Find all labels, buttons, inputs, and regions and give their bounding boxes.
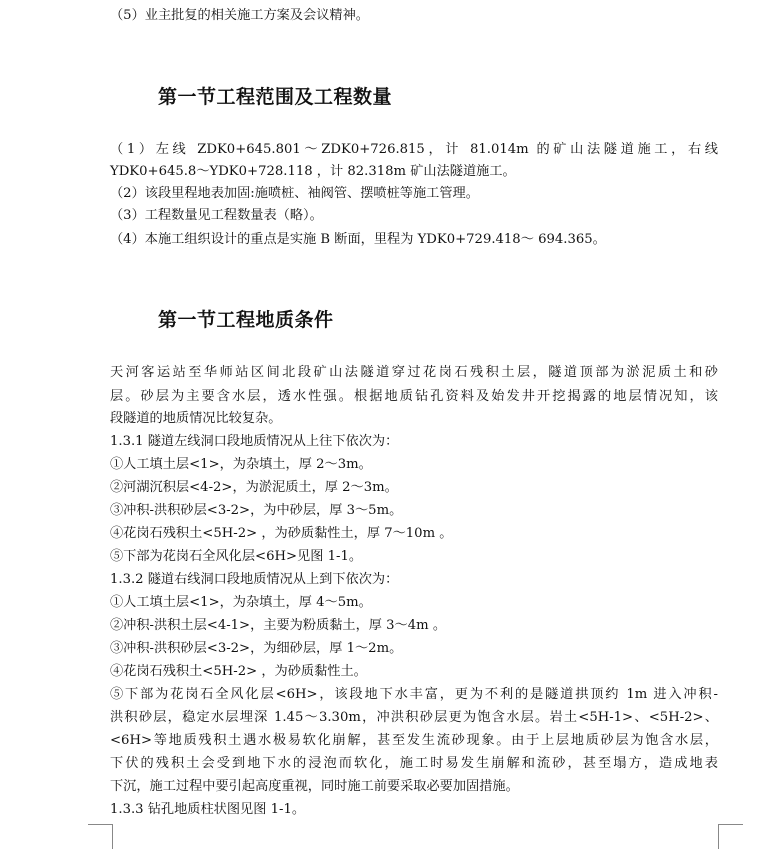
paragraph-line: （4）本施工组织设计的重点是实施 B 断面，里程为 YDK0+729.418～ 694.365。 [110, 232, 606, 247]
section-title-geology: 第一节工程地质条件 [158, 309, 334, 331]
paragraph-line: ②河湖沉积层<4-2>，为淤泥质土，厚 2～3m。 [110, 480, 398, 495]
paragraph-line: 下伏的残积土会受到地下水的浸泡而软化，施工时易发生崩解和流砂，甚至塌方，造成地表 [110, 756, 718, 771]
paragraph-line: ①人工填土层<1>，为杂填土，厚 4～5m。 [110, 595, 372, 610]
paragraph-line: ③冲积-洪积砂层<3-2>，为细砂层，厚 1～2m。 [110, 641, 403, 656]
paragraph-line: ④花岗石残积土<5H-2> ，为砂质黏性土，厚 7～10m 。 [110, 526, 453, 541]
paragraph-line: （3）工程数量见工程数量表（略）。 [110, 208, 323, 223]
paragraph-line: 洪积砂层，稳定水层埋深 1.45～3.30m，冲洪积砂层更为饱含水层。岩土<5H-1>、<5H-2>、 [110, 710, 718, 725]
page-corner-mark-left [88, 824, 113, 849]
paragraph-line: 层。砂层为主要含水层，透水性强。根据地质钻孔资料及始发井开挖揭露的地层情况知，该 [110, 389, 718, 404]
paragraph-line: ②冲积-洪积土层<4-1>，主要为粉质黏土，厚 3～4m 。 [110, 618, 447, 633]
paragraph-line: 1.3.1 隧道左线洞口段地质情况从上往下依次为： [110, 434, 399, 449]
paragraph-line: ⑤下部为花岗石全风化层<6H>，该段地下水丰富，更为不利的是隧道拱顶约 1m 进入冲积- [110, 687, 718, 702]
paragraph-line: 1.3.3 钻孔地质柱状图见图 1-1。 [110, 802, 306, 817]
paragraph-line: 下沉，施工过程中要引起高度重视，同时施工前要采取必要加固措施。 [110, 779, 519, 794]
paragraph-line: （2）该段里程地表加固:施喷桩、袖阀管、摆喷桩等施工管理。 [110, 186, 479, 201]
section-title-scope: 第一节工程范围及工程数量 [158, 86, 393, 108]
paragraph-line: （1）左线 ZDK0+645.801～ZDK0+726.815，计 81.014m 的矿山法隧道施工，右线 [110, 142, 718, 157]
paragraph-line: <6H>等地质残积土遇水极易软化崩解，甚至发生流砂现象。由于上层地质砂层为饱含水层， [110, 733, 718, 748]
paragraph-line: ⑤下部为花岗石全风化层<6H>见图 1-1。 [110, 549, 363, 564]
paragraph-line: 段隧道的地质情况比较复杂。 [110, 411, 282, 426]
intro-line: （5）业主批复的相关施工方案及会议精神。 [110, 8, 369, 23]
page-corner-mark-right [718, 824, 743, 849]
paragraph-line: 1.3.2 隧道右线洞口段地质情况从上到下依次为： [110, 572, 399, 587]
paragraph-line: ④花岗石残积土<5H-2> ，为砂质黏性土。 [110, 664, 367, 679]
paragraph-line: YDK0+645.8～YDK0+728.118 ，计 82.318m 矿山法隧道施工。 [110, 164, 516, 179]
paragraph-line: 天河客运站至华师站区间北段矿山法隧道穿过花岗石残积土层，隧道顶部为淤泥质土和砂 [110, 365, 718, 380]
paragraph-line: ③冲积-洪积砂层<3-2>，为中砂层，厚 3～5m。 [110, 503, 403, 518]
paragraph-line: ①人工填土层<1>，为杂填土，厚 2～3m。 [110, 457, 372, 472]
